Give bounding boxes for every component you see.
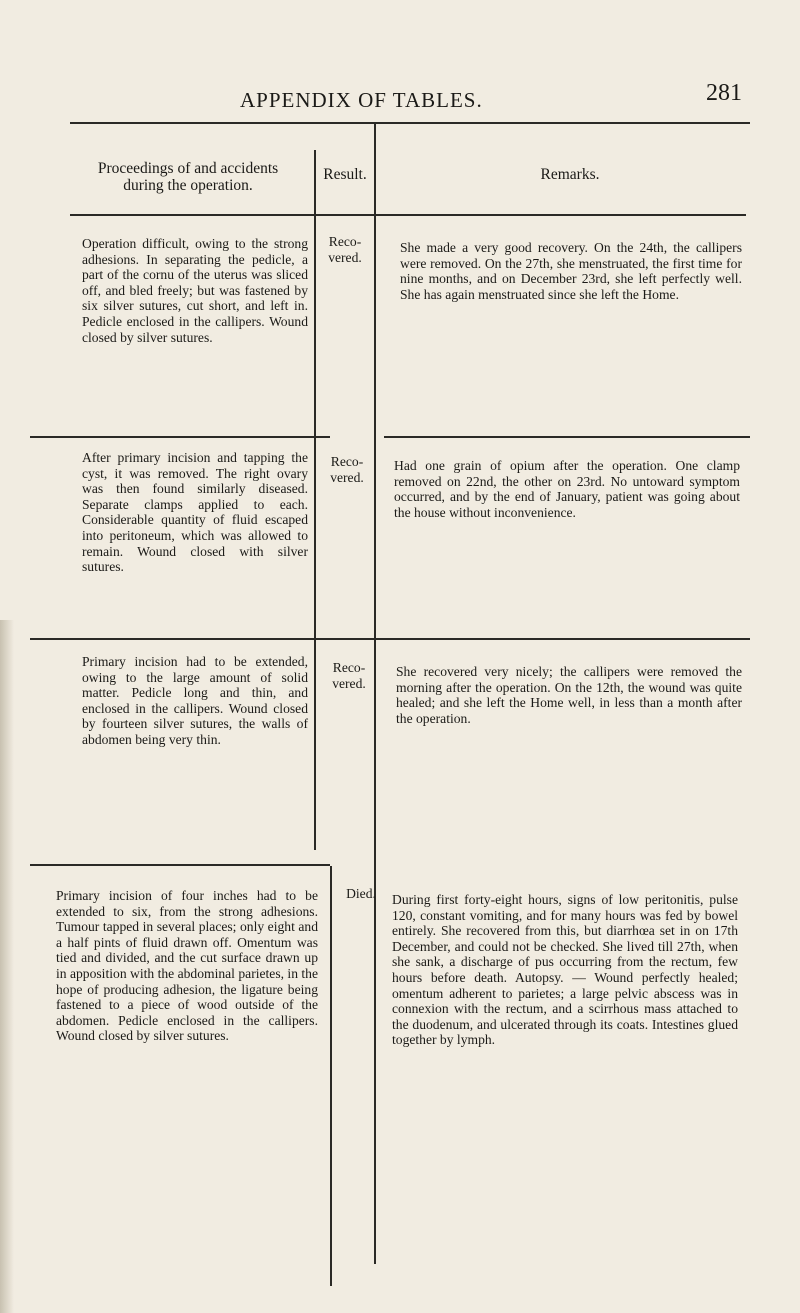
- row-1-remarks: She made a very good recovery. On the 24th, the callipers were removed. On the 27th, she menstruated, the first time for nine months, and on December 23rd, she left perfectly well. She has again menstruated since she left the Home.: [400, 240, 742, 302]
- row-4-result: Died.: [346, 886, 376, 901]
- table-top-rule: [70, 122, 750, 124]
- row-2-proceedings: After primary incision and tapping the cyst, it was removed. The right ovary was then found similarly diseased. Separate clamps applied to each. Considerable quantity of fluid escaped into peritoneum, which was allowed to remain. Wound closed with silver sutures.: [82, 450, 308, 575]
- row-rule-2: [30, 638, 750, 640]
- column-header-remarks: Remarks.: [540, 166, 600, 183]
- row-rule-1: [30, 436, 330, 438]
- row-rule-1b: [384, 436, 750, 438]
- row-rule-3: [30, 864, 330, 866]
- column-header-result: Result.: [323, 166, 367, 183]
- row-4-remarks: During first forty-eight hours, signs of low peritonitis, pulse 120, constant vomiting, and for many hours was fed by bowel entirely. She recovered from this, but diarrhœa set in on 17th December, and could not be checked. She lived till 27th, when she sank, a discharge of pus occurring from the rectum, few hours before death. Autopsy. — Wound perfectly healed; omentum adherent to parietes; a large pelvic abscess was in connexion with the rectum, and a scirrhous mass attached to the duodenum, and ulcerated through its coats. Intestines glued together by lymph.: [392, 892, 738, 1048]
- page-edge-shadow: [0, 620, 14, 1313]
- page-number: 281: [706, 80, 742, 106]
- row-2-result: Reco-vered.: [330, 454, 364, 485]
- row-2-remarks: Had one grain of opium after the operation. One clamp removed on 22nd, the other on 23rd. No untoward symptom occurred, and by the end of January, patient was going about the house without inconvenience.: [394, 458, 740, 520]
- row-3-remarks: She recovered very nicely; the callipers were removed the morning after the operation. On the 12th, the wound was quite healed; and she left the Home well, in less than a month after the operation.: [396, 664, 742, 726]
- header-rule: [70, 214, 746, 216]
- column-header-proceedings: Proceedings of and accidents during the operation.: [97, 160, 279, 194]
- column-divider-last-row: [330, 866, 332, 1286]
- row-1-result: Reco-vered.: [328, 234, 362, 265]
- column-divider-right: [374, 124, 376, 1264]
- row-1-proceedings: Operation difficult, owing to the strong adhesions. In separating the pedicle, a part of the cornu of the uterus was sliced off, and bled freely; but was fastened by six silver sutures, cut short, and left in. Pedicle enclosed in the callipers. Wound closed by silver sutures.: [82, 236, 308, 345]
- row-3-proceedings: Primary incision had to be extended, owing to the large amount of solid matter. Pedicle long and thin, and enclosed in the callipers. Wound closed by fourteen silver sutures, the walls of abdomen being very thin.: [82, 654, 308, 747]
- row-3-result: Reco-vered.: [332, 660, 366, 691]
- column-divider-left: [314, 150, 316, 850]
- running-title: APPENDIX OF TABLES.: [240, 88, 483, 112]
- row-4-proceedings: Primary incision of four inches had to be extended to six, from the strong adhesions. Tumour tapped in several places; only eight and a half pints of fluid drawn off. Omentum was tied and divided, and the cut surface drawn up in apposition with the abdominal parietes, in the hope of producing adhesion, the ligature being fastened to a piece of wood outside of the abdomen. Pedicle enclosed in the callipers. Wound closed by silver sutures.: [56, 888, 319, 1044]
